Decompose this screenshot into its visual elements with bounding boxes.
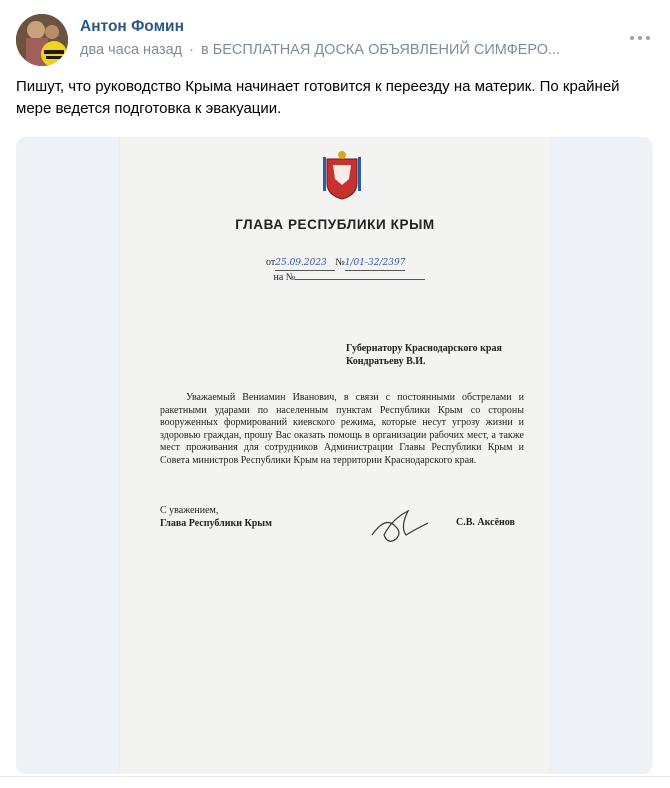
post-meta	[80, 42, 560, 58]
closing-line-1: С уважением,	[160, 505, 219, 516]
dot-icon	[638, 36, 642, 40]
post-time[interactable]: два часа назад	[80, 42, 183, 58]
addressee-line-2: Кондратьеву В.И.	[346, 356, 426, 367]
document-body: Уважаемый Вениамин Иванович, в связи с постоянными обстрелами и ракетными ударами по населенным пунктам Республики Крым со стороны вооруженных формирований киевского режима, которые несут угрозу жизни и здоровью граждан, прошу Вас оказать помощь в организации рабочих мест, а также мест проживания для сотрудников Администрации Главы Республики Крым и Совета министров Республики Крым на территории Краснодарского края.	[160, 392, 524, 466]
dot-icon	[646, 36, 650, 40]
meta-separator: ·	[189, 42, 194, 58]
document-closing	[160, 504, 272, 530]
document-date: 25.09.2023	[275, 258, 327, 268]
number-label: №	[335, 257, 345, 268]
avatar[interactable]	[16, 14, 68, 66]
avatar-image-icon	[16, 14, 68, 66]
addressee	[346, 342, 502, 368]
dot-icon	[630, 36, 634, 40]
document-number: 1/01-32/2397	[344, 258, 406, 268]
signer-name: С.В. Аксёнов	[456, 517, 515, 528]
post-header	[16, 14, 656, 70]
author-name[interactable]: Антон Фомин	[80, 18, 184, 35]
photo-attachment[interactable]	[16, 137, 653, 774]
on-number-label: на №	[273, 272, 296, 283]
from-label: от	[266, 257, 276, 268]
crimea-coat-of-arms-icon	[319, 149, 365, 201]
closing-line-2: Глава Республики Крым	[160, 518, 272, 529]
signature-icon	[366, 505, 436, 545]
addressee-line-1: Губернатору Краснодарского края	[346, 343, 502, 354]
more-options-button[interactable]	[630, 34, 652, 42]
group-link[interactable]: в БЕСПЛАТНАЯ ДОСКА ОБЪЯВЛЕНИЙ СИМФЕРО...	[200, 42, 561, 58]
document-reference	[266, 256, 425, 285]
document-sheet	[120, 137, 550, 774]
document-title: ГЛАВА РЕСПУБЛИКИ КРЫМ	[235, 217, 435, 232]
post-divider	[0, 776, 670, 777]
post-text: Пишут, что руководство Крыма начинает готовится к переезду на материк. По крайней мере ведется подготовка к эвакуации.	[16, 78, 620, 117]
